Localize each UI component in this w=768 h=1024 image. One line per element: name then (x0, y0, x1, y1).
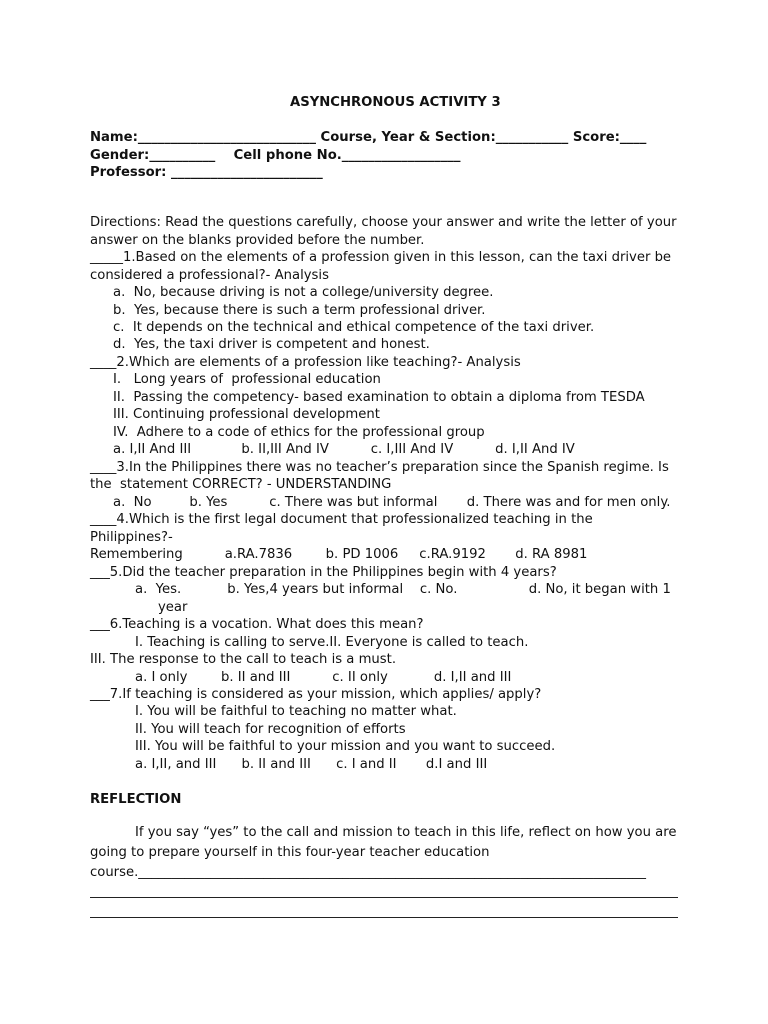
question-1-stem: _____1.Based on the elements of a profession given in this lesson, can the taxi driver be (90, 250, 672, 265)
question-2-item-1: I. Long years of professional education (113, 372, 381, 387)
gender-phone-line: Gender:__________ Cell phone No.__________________ (90, 148, 461, 163)
question-1-option-d: d. Yes, the taxi driver is competent and honest. (113, 337, 430, 352)
reflection-heading: REFLECTION (90, 792, 182, 807)
question-5-choices: a. Yes. b. Yes,4 years but informal c. No. d. No, it began with 1 (135, 582, 671, 597)
question-4-choices: Remembering a.RA.7836 b. PD 1006 c.RA.9192 d. RA 8981 (90, 547, 588, 562)
question-5-stem: ___5.Did the teacher preparation in the Philippines begin with 4 years? (90, 565, 557, 580)
question-2-item-3: III. Continuing professional development (113, 407, 380, 422)
reflection-line-1: If you say “yes” to the call and mission to teach in this life, reflect on how you are (135, 825, 677, 840)
question-7-stem: ___7.If teaching is considered as your mission, which applies/ apply? (90, 687, 542, 702)
question-7-line-2: II. You will teach for recognition of efforts (135, 722, 406, 737)
question-2-item-4: IV. Adhere to a code of ethics for the professional group (113, 425, 485, 440)
question-2-choices: a. I,II And III b. II,III And IV c. I,III And IV d. I,II And IV (113, 442, 575, 457)
directions-line-2: answer on the blanks provided before the number. (90, 233, 425, 248)
question-3-choices: a. No b. Yes c. There was but informal d. There was and for men only. (113, 495, 671, 510)
question-7-choices: a. I,II, and III b. II and III c. I and II d.I and III (135, 757, 488, 772)
directions-line-1: Directions: Read the questions carefully, choose your answer and write the letter of your (90, 215, 677, 230)
question-1-stem-cont: considered a professional?- Analysis (90, 268, 329, 283)
question-5-choices-cont: year (158, 600, 188, 615)
professor-line: Professor: _______________________ (90, 165, 323, 180)
question-6-line-2: III. The response to the call to teach is a must. (90, 652, 397, 667)
answer-rule-2 (90, 917, 678, 918)
question-3-stem: ____3.In the Philippines there was no teacher’s preparation since the Spanish regime. Is (90, 460, 669, 475)
question-1-option-a: a. No, because driving is not a college/university degree. (113, 285, 494, 300)
question-2-stem: ____2.Which are elements of a profession like teaching?- Analysis (90, 355, 521, 370)
reflection-line-2: going to prepare yourself in this four-year teacher education (90, 845, 490, 860)
question-6-line-1: I. Teaching is calling to serve.II. Everyone is called to teach. (135, 635, 529, 650)
page-title: ASYNCHRONOUS ACTIVITY 3 (290, 95, 501, 110)
question-6-stem: ___6.Teaching is a vocation. What does this mean? (90, 617, 424, 632)
question-4-stem-cont: Philippines?- (90, 530, 173, 545)
question-1-option-b: b. Yes, because there is such a term professional driver. (113, 303, 486, 318)
question-4-stem: ____4.Which is the first legal document that professionalized teaching in the (90, 512, 593, 527)
answer-rule-1 (90, 897, 678, 898)
name-course-score-line: Name:___________________________ Course, Year & Section:___________ Score:____ (90, 130, 647, 145)
question-7-line-3: III. You will be faithful to your mission and you want to succeed. (135, 739, 556, 754)
question-2-item-2: II. Passing the competency- based examination to obtain a diploma from TESDA (113, 390, 645, 405)
question-6-choices: a. I only b. II and III c. II only d. I,II and III (135, 670, 512, 685)
reflection-line-3: course._____________________________________________________________________________ (90, 865, 646, 880)
question-1-option-c: c. It depends on the technical and ethical competence of the taxi driver. (113, 320, 595, 335)
question-3-stem-cont: the statement CORRECT? - UNDERSTANDING (90, 477, 392, 492)
question-7-line-1: I. You will be faithful to teaching no matter what. (135, 704, 457, 719)
